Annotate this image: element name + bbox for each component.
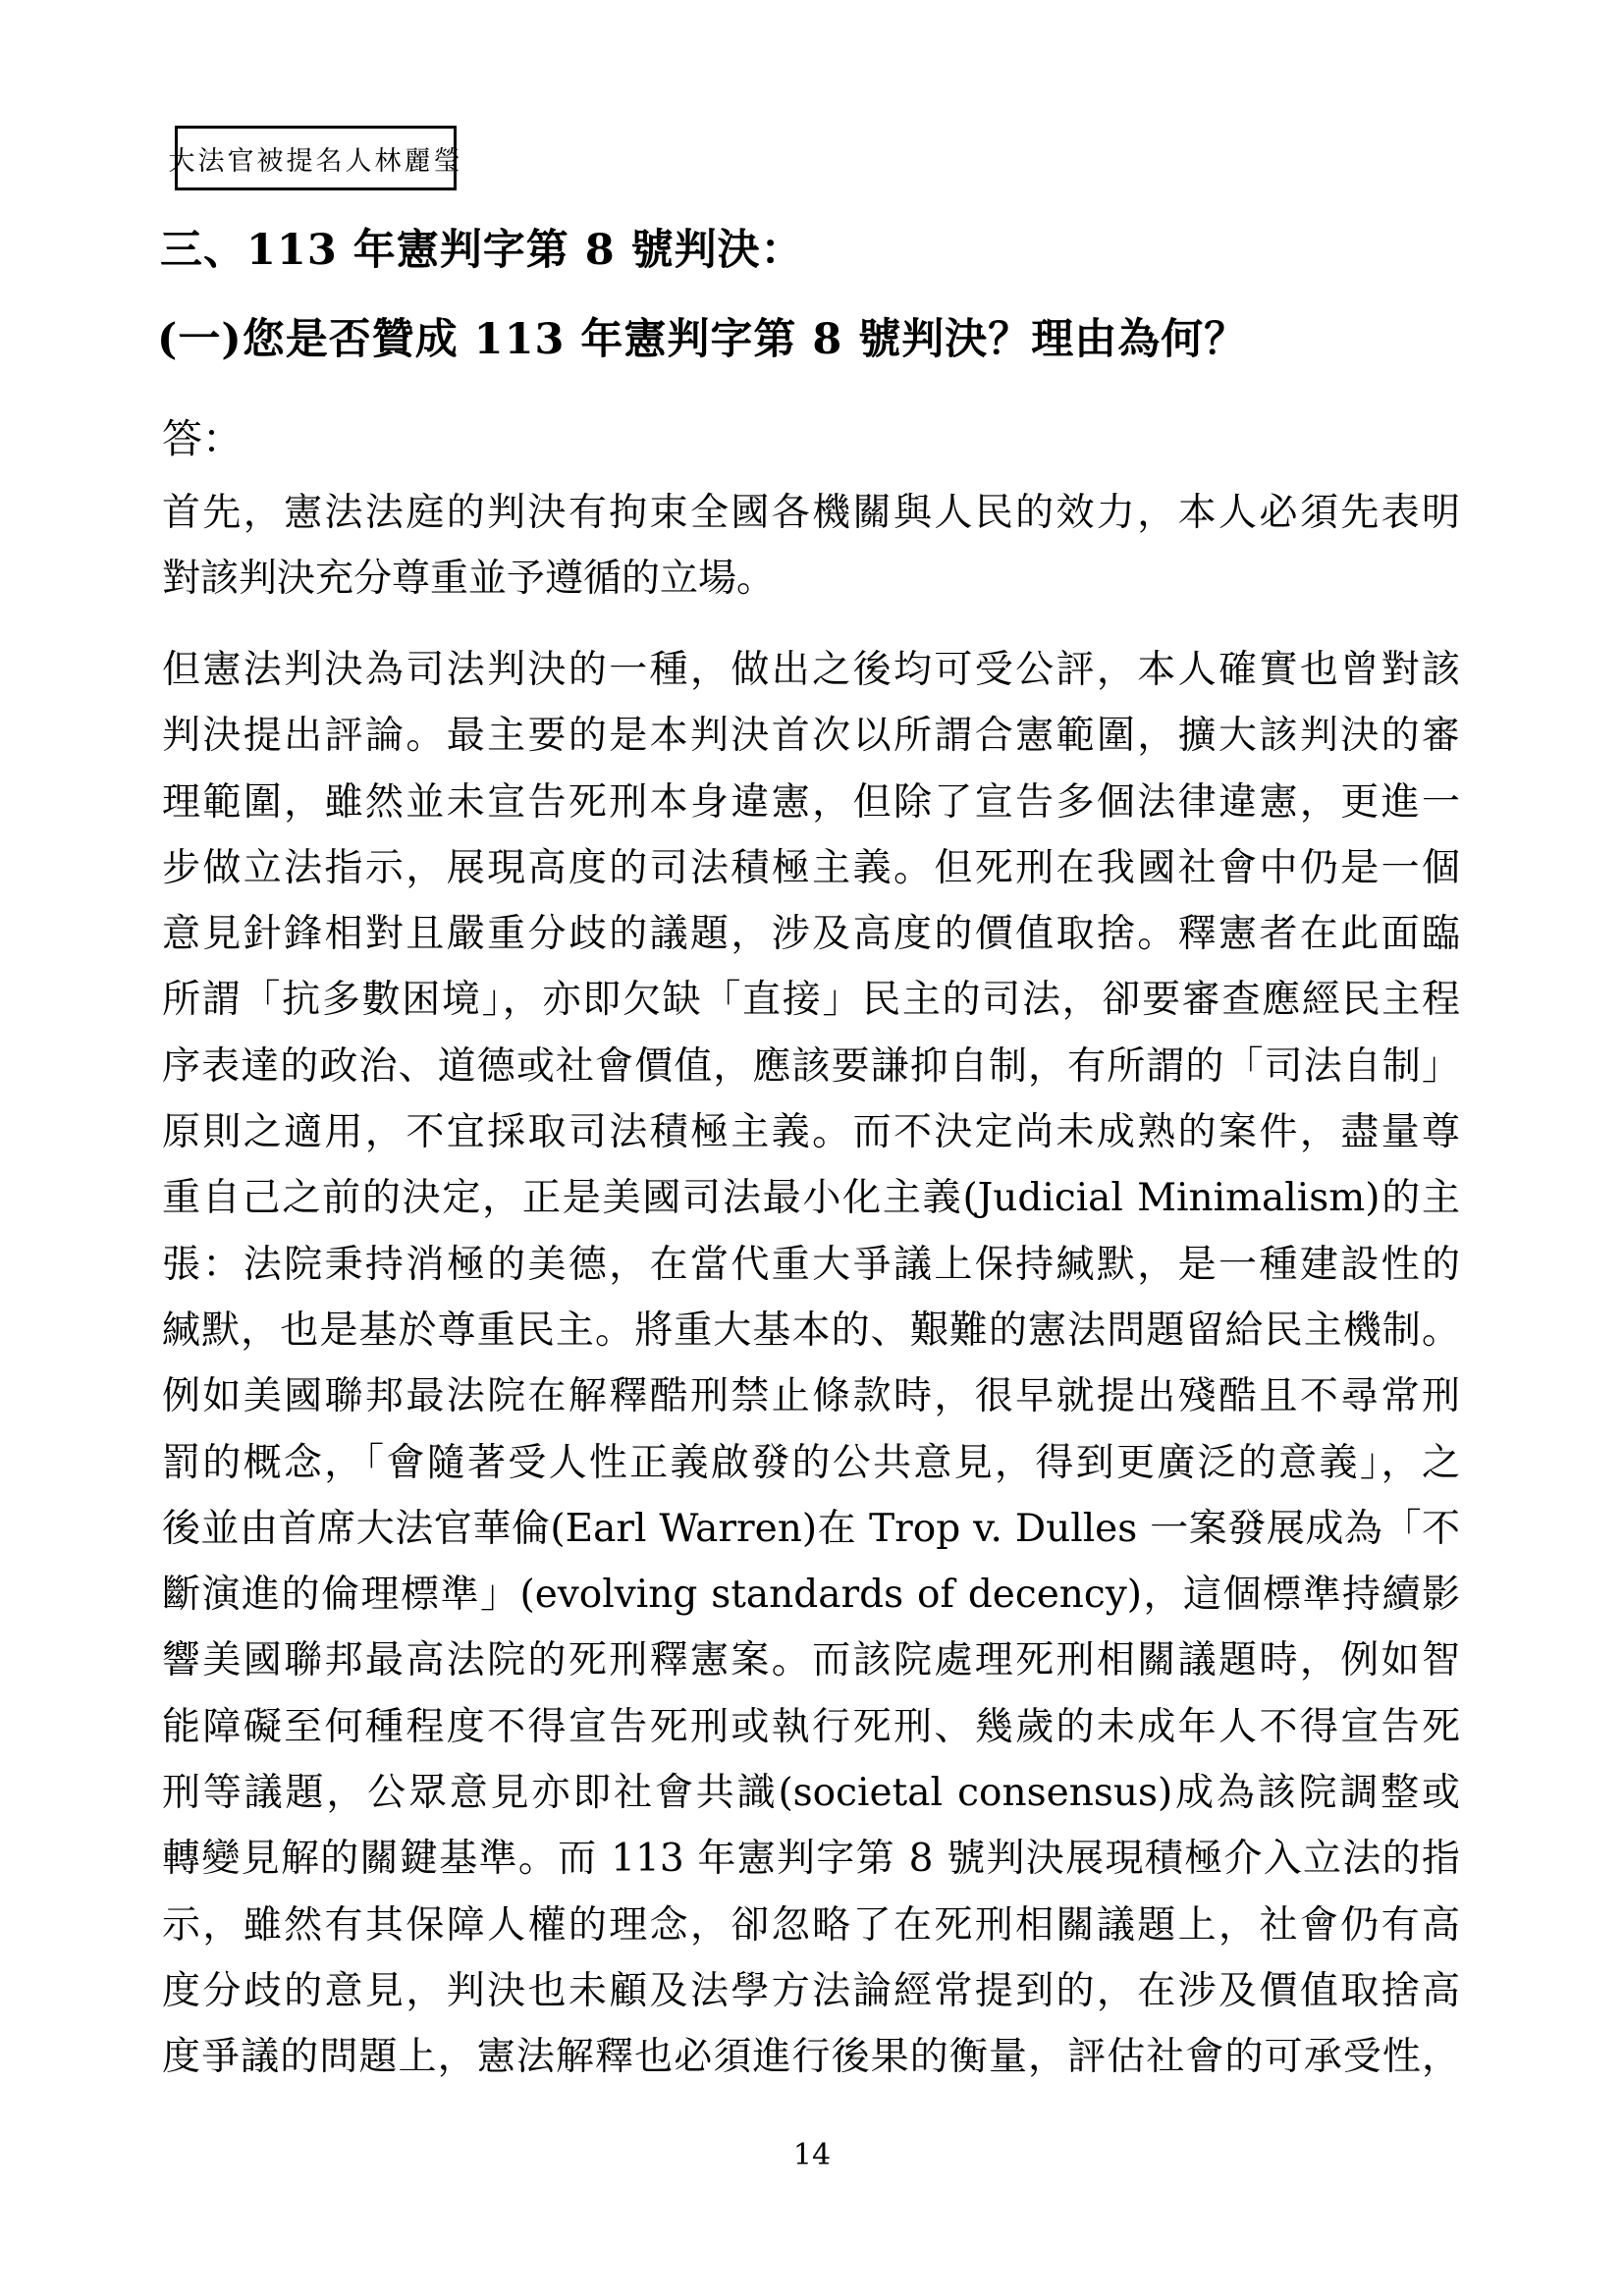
text-line: 轉變見解的關鍵基準。而 113 年憲判字第 8 號判決展現積極介入立法的指 [162,1837,1460,1882]
text-line: 原則之適用，不宜採取司法積極主義。而不決定尚未成熟的案件，盡量尊 [162,1110,1460,1155]
text-line: 能障礙至何種程度不得宣告死刑或執行死刑、幾歲的未成年人不得宣告死 [162,1704,1460,1749]
text-line: 但憲法判決為司法判決的一種，做出之後均可受公評，本人確實也曾對該 [162,648,1460,692]
text-line: 刑等議題，公眾意見亦即社會共識(societal consensus)成為該院調整或 [162,1771,1460,1816]
text-line: 對該判決充分尊重並予遵循的立場。 [162,557,776,602]
nominee-name-box [168,126,463,190]
text-line: 例如美國聯邦最法院在解釋酷刑禁止條款時，很早就提出殘酷且不尋常刑 [162,1374,1460,1419]
text-line: 首先，憲法法庭的判決有拘束全國各機關與人民的效力，本人必須先表明 [162,491,1460,535]
page-number: 14 [792,2138,832,2172]
text-line: 罰的概念，「會隨著受人性正義啟發的公共意見，得到更廣泛的意義」，之 [162,1440,1460,1485]
answer-label: 答： [162,415,243,462]
text-line: 斷演進的倫理標準」(evolving standards of decency)，這個標準持續影 [162,1573,1460,1618]
answer-paragraph-2 [162,637,1460,2091]
question-heading: (一)您是否贊成 113 年憲判字第 8 號判決？理由為何？ [157,315,1248,364]
text-line: 緘默，也是基於尊重民主。將重大基本的、艱難的憲法問題留給民主機制。 [162,1308,1460,1353]
text-line: 理範圍，雖然並未宣告死刑本身違憲，但除了宣告多個法律違憲，更進一 [162,779,1460,825]
text-line: 意見針鋒相對且嚴重分歧的議題，涉及高度的價值取捨。釋憲者在此面臨 [162,912,1460,957]
text-line: 後並由首席大法官華倫(Earl Warren)在 Trop v. Dulles 一案發展成為「不 [162,1506,1460,1551]
text-line: 響美國聯邦最高法院的死刑釋憲案。而該院處理死刑相關議題時，例如智 [162,1638,1460,1683]
text-line: 張：法院秉持消極的美德，在當代重大爭議上保持緘默，是一種建設性的 [162,1242,1460,1287]
text-line: 示，雖然有其保障人權的理念，卻忽略了在死刑相關議題上，社會仍有高 [162,1902,1460,1948]
section-heading: 三、113 年憲判字第 8 號判決： [160,226,804,275]
nominee-name-label: 大法官被提名人林麗瑩 [168,145,463,177]
text-line: 度爭議的問題上，憲法解釋也必須進行後果的衡量，評估社會的可承受性， [162,2035,1460,2080]
answer-paragraph-1 [162,480,1460,613]
text-line: 重自己之前的決定，正是美國司法最小化主義(Judicial Minimalism)的主 [162,1176,1460,1221]
text-line: 步做立法指示，展現高度的司法積極主義。但死刑在我國社會中仍是一個 [162,845,1460,890]
text-line: 所謂「抗多數困境」，亦即欠缺「直接」民主的司法，卻要審查應經民主程 [162,978,1460,1023]
text-line: 度分歧的意見，判決也未顧及法學方法論經常提到的，在涉及價值取捨高 [162,1968,1460,2013]
text-line: 序表達的政治、道德或社會價值，應該要謙抑自制，有所謂的「司法自制」 [162,1043,1460,1089]
text-line: 判決提出評論。最主要的是本判決首次以所謂合憲範圍，擴大該判決的審 [162,714,1460,759]
